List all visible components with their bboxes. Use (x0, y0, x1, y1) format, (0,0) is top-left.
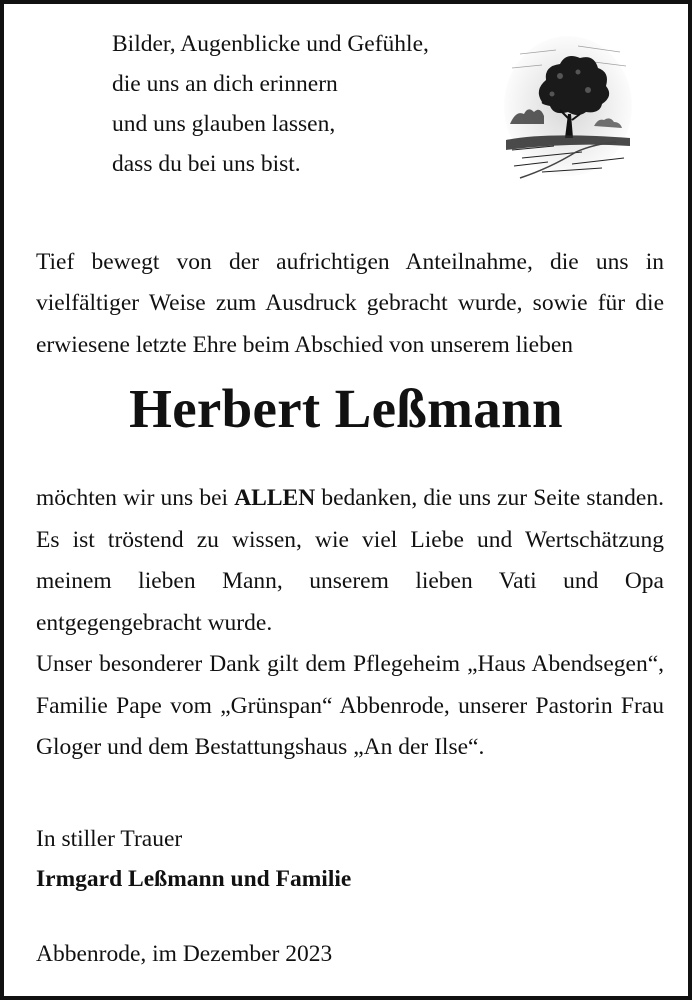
poem-line: die uns an dich erinnern (112, 71, 338, 97)
memorial-poem (112, 24, 429, 184)
closing-phrase: In stiller Trauer (36, 826, 183, 852)
deceased-name: Herbert Leßmann (129, 378, 563, 439)
thanks-emphasis: ALLEN (234, 485, 316, 511)
family-signature: Irmgard Leßmann und Familie (36, 866, 352, 892)
closing-block (36, 819, 351, 899)
tree-landscape-icon (502, 32, 634, 180)
place-date: Abbenrode, im Dezember 2023 (36, 941, 333, 967)
poem-line: Bilder, Augenblicke und Gefühle, (112, 31, 429, 57)
intro-text: Tief bewegt von der aufrichtigen Anteilnahme, die uns in vielfältiger Weise zum Ausdruck gebracht wurde, sowie für die erwiesene letzte Ehre beim Abschied von unserem lieben (36, 248, 664, 358)
thanks-section (36, 478, 664, 769)
thanks-text-after: bedanken, die uns zur Seite standen. Es ist tröstend zu wissen, wie viel Liebe und Wertschätzung meinem lieben Mann, unserem lieben Vati und Opa entgegengebracht wurde. (36, 485, 664, 636)
thanks-text-before: möchten wir uns bei (36, 485, 235, 511)
special-thanks-paragraph: Unser besonderer Dank gilt dem Pflegeheim „Haus Abendsegen“, Familie Pape vom „Grünspan“ Abbenrode, unserer Pastorin Frau Gloger und dem Bestattungshaus „An der Ilse“. (36, 651, 664, 760)
poem-line: dass du bei uns bist. (112, 151, 301, 177)
poem-line: und uns glauben lassen, (112, 111, 336, 137)
thanks-paragraph (36, 478, 664, 644)
